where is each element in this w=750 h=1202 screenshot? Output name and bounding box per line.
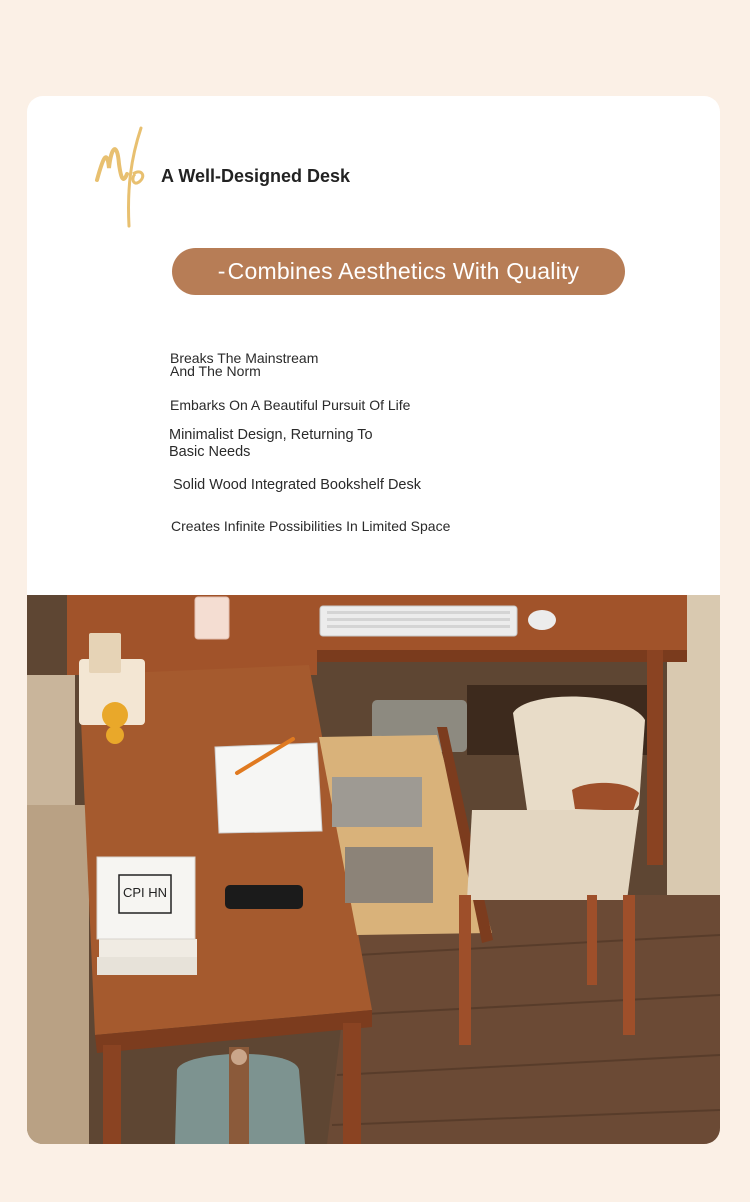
- feature-item: [170, 352, 318, 378]
- feature-item: [169, 427, 373, 461]
- script-lettering-decoration: [93, 118, 153, 238]
- dash-decoration: -: [217, 258, 226, 284]
- feature-item: [170, 399, 410, 412]
- feature-item: [173, 477, 421, 494]
- headline: A Well-Designed Desk: [161, 166, 351, 186]
- book-cover-text: CPI HN: [122, 885, 168, 900]
- tagline-text: Combines Aesthetics With Quality: [227, 258, 580, 284]
- feature-text: Minimalist Design, Returning To: [169, 427, 373, 443]
- feature-text: Creates Infinite Possibilities In Limited Space: [171, 518, 451, 534]
- feature-text: Breaks The Mainstream: [170, 350, 319, 366]
- feature-text: Embarks On A Beautiful Pursuit Of Life: [170, 397, 411, 413]
- feature-text: Basic Needs: [169, 444, 251, 460]
- tagline-pill: [172, 248, 625, 295]
- feature-text: And The Norm: [170, 363, 261, 379]
- content-card: [27, 96, 720, 1144]
- feature-item: [171, 520, 450, 533]
- feature-text: Solid Wood Integrated Bookshelf Desk: [173, 477, 421, 493]
- desk-product-photo: [27, 595, 720, 1144]
